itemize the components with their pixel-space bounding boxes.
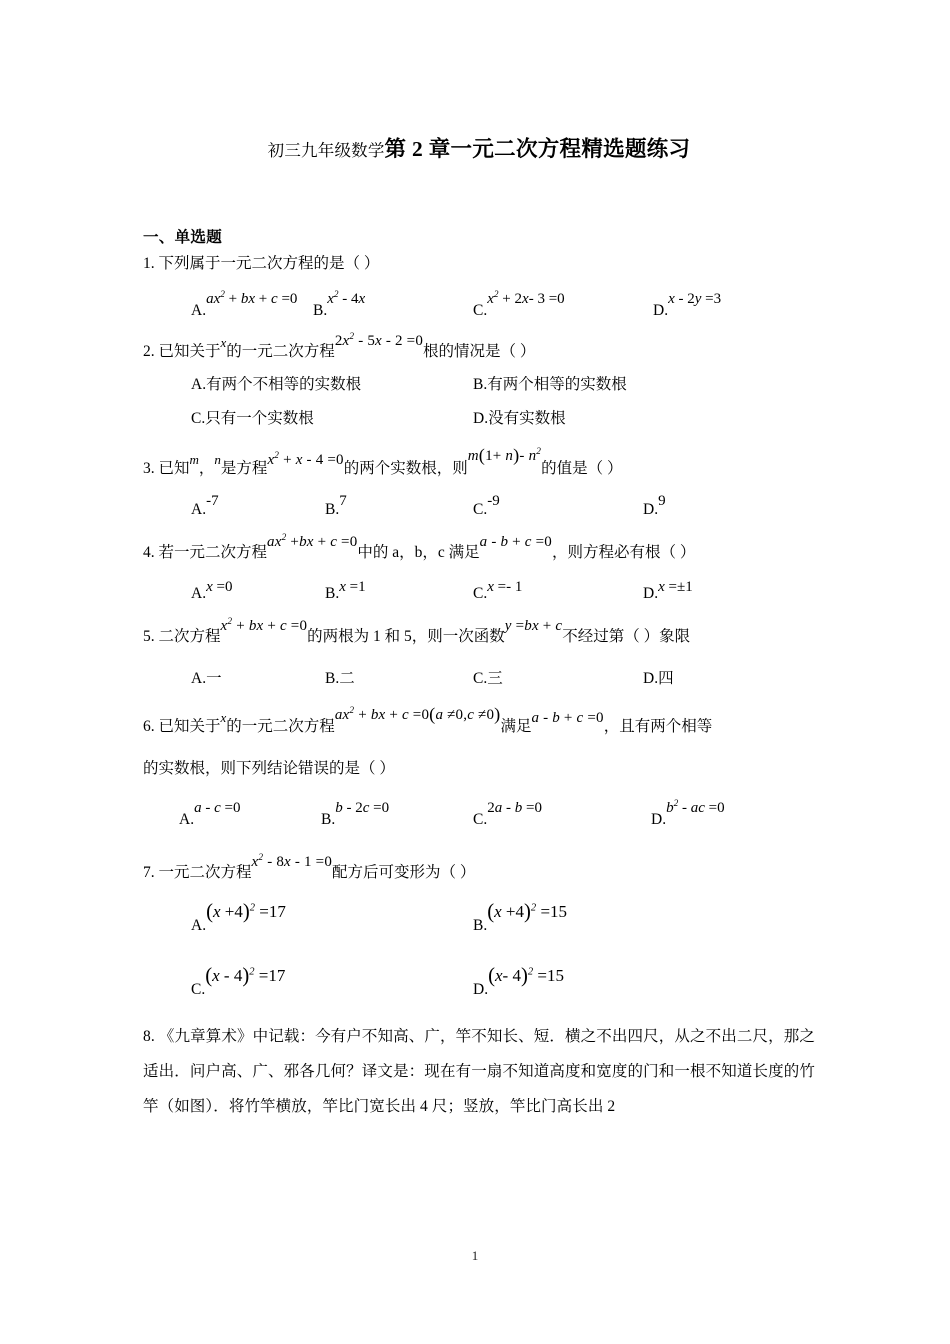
title-main: 第 2 章一元二次方程精选题练习 [384, 137, 691, 161]
question-6-stem-d: ，且有两个相等 [603, 717, 713, 735]
question-6-number: 6. [143, 717, 155, 735]
question-4-option-c[interactable] [473, 579, 523, 603]
question-3-option-c[interactable] [473, 493, 500, 519]
question-4-stem-c: ，则方程必有根（ ） [551, 544, 696, 562]
option-value: $x^2 + 2x-$ 3 =0 [487, 289, 565, 307]
question-7-option-d[interactable] [473, 965, 564, 999]
question-2-equation: $2x^2 - 5x - 2 =0$ [334, 331, 424, 349]
option-label: C. [191, 409, 206, 427]
question-4-stem-a: 若一元二次方程 [158, 544, 268, 562]
option-value: -7 [206, 493, 219, 510]
title-prefix: 初三九年级数学 [267, 141, 385, 160]
question-6-stem-line2-text: 的实数根，则下列结论错误的是（ ） [143, 759, 395, 777]
question-1-option-c[interactable] [473, 289, 565, 319]
question-6-option-b[interactable] [321, 799, 390, 828]
option-label: A. [191, 375, 207, 393]
option-label: C. [191, 981, 206, 998]
question-4 [143, 533, 815, 618]
option-value: 一 [206, 669, 222, 687]
option-label: C. [473, 585, 488, 603]
option-value: $x^2 - 4x$ [327, 289, 366, 307]
question-4-options [143, 576, 815, 618]
question-3-stem-d: 的值是（ ） [541, 459, 623, 477]
question-2-stem-a: 已知关于 [158, 342, 221, 360]
question-3-stem-c: 的两个实数根，则 [343, 459, 468, 477]
option-value: 2a - b =0 [487, 799, 542, 816]
question-4-number: 4. [143, 544, 155, 562]
question-2-option-a[interactable] [191, 377, 361, 393]
option-label: D. [653, 301, 669, 319]
question-2-option-b[interactable] [473, 377, 627, 393]
option-value: 有两个相等的实数根 [487, 375, 627, 393]
question-3-option-b[interactable] [325, 493, 347, 519]
question-5 [143, 617, 815, 702]
question-3-option-d[interactable] [643, 493, 666, 519]
question-5-number: 5. [143, 628, 155, 646]
option-value: $(x +4)^2 =17$ [206, 901, 286, 923]
option-label: B. [325, 669, 340, 687]
question-4-option-d[interactable] [643, 579, 693, 603]
section-heading: 一、单选题 [143, 228, 223, 246]
question-1 [143, 255, 815, 329]
question-5-options [143, 661, 815, 703]
question-7-option-a[interactable] [191, 901, 286, 935]
question-6-option-a[interactable] [179, 799, 241, 828]
option-label: C. [473, 301, 488, 319]
option-value: 四 [658, 669, 674, 687]
question-7-stem [143, 852, 815, 882]
option-value: 有两个不相等的实数根 [206, 375, 362, 393]
question-1-option-a[interactable] [191, 289, 298, 319]
question-2-option-d[interactable] [473, 411, 566, 427]
option-label: D. [643, 669, 659, 687]
question-3 [143, 444, 815, 534]
question-5-stem-c: 不经过第（ ）象限 [562, 628, 691, 646]
option-label: A. [191, 301, 207, 319]
question-2-number: 2. [143, 342, 155, 360]
option-value: 只有一个实数根 [205, 409, 314, 427]
question-5-option-a[interactable] [191, 671, 222, 687]
question-4-option-b[interactable] [325, 579, 366, 603]
option-label: D. [651, 810, 667, 828]
page-number: 1 [471, 1248, 479, 1263]
question-6-equation: $ax^2$ + bx + c =0(a ≠0,c ≠0) [334, 703, 501, 724]
option-value: (x- 4)$^2$ =15 [488, 965, 564, 987]
question-6-stem-b: 的一元二次方程 [226, 717, 335, 735]
question-5-stem [143, 617, 815, 646]
option-label: C. [473, 669, 488, 687]
question-3-stem-b: 是方程 [220, 459, 268, 477]
question-2-stem-b: 的一元二次方程 [226, 342, 335, 360]
question-6-stem-line1 [143, 703, 815, 736]
question-7-number: 7. [143, 863, 155, 881]
option-value: 9 [658, 493, 666, 510]
option-label: B. [325, 585, 340, 603]
option-label: D. [473, 409, 489, 427]
question-6-condition: a - b + c =0 [531, 709, 604, 726]
question-5-stem-a: 二次方程 [158, 628, 221, 646]
question-3-expression: m(1+ n)- $n^2$ [467, 444, 542, 465]
option-value: x =1 [339, 579, 366, 596]
question-8-paragraph [143, 1020, 815, 1125]
question-5-option-d[interactable] [643, 671, 674, 687]
question-3-option-a[interactable] [191, 493, 219, 519]
question-3-number: 3. [143, 459, 155, 477]
question-4-stem [143, 533, 815, 562]
question-5-function: y =bx + c [504, 618, 563, 635]
option-value: 7 [339, 493, 347, 510]
option-label: A. [191, 669, 207, 687]
question-4-option-a[interactable] [191, 579, 233, 603]
document-content [143, 0, 815, 1125]
option-value: a - c =0 [194, 799, 241, 816]
question-7 [143, 852, 815, 1010]
option-label: C. [473, 810, 488, 828]
question-8 [143, 1020, 815, 1125]
question-5-option-c[interactable] [473, 671, 503, 687]
option-label: C. [473, 501, 488, 519]
question-6-stem-line2 [143, 760, 815, 778]
question-1-options [143, 285, 815, 329]
question-7-options [143, 900, 815, 1010]
question-2-stem [143, 331, 815, 361]
question-3-stem [143, 444, 815, 478]
option-label: B. [325, 501, 340, 519]
question-6-option-c[interactable] [473, 799, 542, 828]
page-title [143, 136, 815, 163]
option-value: x =±1 [658, 579, 693, 596]
question-2-variable: x [220, 334, 227, 350]
option-value: 二 [339, 669, 355, 687]
option-label: A. [191, 917, 207, 934]
question-3-var-n: n [214, 451, 221, 467]
question-7-option-b[interactable] [473, 901, 568, 935]
option-label: A. [179, 810, 195, 828]
question-1-option-b[interactable] [313, 289, 366, 319]
option-label: D. [473, 981, 489, 998]
option-value: 没有实数根 [488, 409, 566, 427]
question-6-variable: x [220, 709, 227, 725]
question-3-stem-a: 已知 [158, 459, 190, 477]
question-2-stem-c: 根的情况是（ ） [423, 342, 536, 360]
question-6-option-d[interactable] [651, 798, 725, 828]
option-value: x - 2y =3 [668, 290, 722, 307]
option-label: B. [321, 810, 336, 828]
option-label: A. [191, 585, 207, 603]
question-6-stem-c: 满足 [500, 717, 532, 735]
question-2-option-c[interactable] [191, 411, 314, 427]
question-3-comma: ， [198, 459, 215, 477]
question-4-condition: a - b + c =0 [479, 534, 552, 551]
question-4-stem-b: 中的 a，b，c 满足 [357, 544, 480, 562]
question-6-options [143, 794, 815, 840]
question-7-option-c[interactable] [191, 965, 286, 999]
option-value: b - 2c =0 [335, 799, 390, 816]
option-value: $ax^2$ + bx + c =0 [206, 289, 298, 307]
option-value: 三 [487, 669, 503, 687]
question-7-stem-b: 配方后可变形为（ ） [332, 863, 476, 881]
question-1-number: 1. [143, 254, 155, 272]
question-4-equation: $ax^2 +bx + c =0$ [267, 533, 358, 551]
question-1-stem [143, 255, 815, 273]
question-7-equation: $x^2 - 8x - 1 =0$ [251, 852, 333, 870]
option-value: x =- 1 [487, 579, 523, 596]
option-label: B. [313, 301, 328, 319]
option-label: D. [643, 501, 659, 519]
question-2-options [143, 377, 815, 445]
question-5-equation: $x^2$ + bx + c =0 [220, 617, 308, 635]
question-2 [143, 331, 815, 445]
question-7-stem-a: 一元二次方程 [158, 863, 252, 881]
option-label: B. [473, 917, 488, 934]
question-3-options [143, 492, 815, 534]
question-5-option-b[interactable] [325, 671, 355, 687]
option-value: x =0 [206, 579, 233, 596]
question-6 [143, 703, 815, 840]
option-label: D. [643, 585, 659, 603]
option-value: $(x +4)^2 =15$ [487, 901, 568, 923]
option-label: B. [473, 375, 488, 393]
question-1-stem-text: 下列属于一元二次方程的是（ ） [158, 254, 380, 272]
question-6-stem-a: 已知关于 [158, 717, 221, 735]
option-label: A. [191, 501, 207, 519]
option-value: (x - 4)$^2$ =17 [205, 965, 286, 987]
question-5-stem-b: 的两根为 1 和 5，则一次函数 [307, 628, 505, 646]
question-3-var-m: m [189, 451, 199, 467]
option-value: $b^2$ - ac =0 [666, 798, 725, 816]
question-1-option-d[interactable] [653, 290, 722, 319]
question-8-number: 8. [143, 1028, 155, 1045]
option-value: -9 [487, 493, 500, 510]
question-8-text: 《九章算术》中记载：今有户不知高、广，竿不知长、短．横之不出四尺，从之不出二尺，那之适出．问户高、广、邪各几何？译文是：现在有一扇不知道高度和宽度的门和一根不知道长度的竹竿（如图）．将竹竿横放，竿比门宽长出 4 尺；竖放，竿比门高长出 2 [143, 1028, 815, 1115]
question-3-equation: $x^2 + x - 4 =0$ [267, 450, 344, 468]
